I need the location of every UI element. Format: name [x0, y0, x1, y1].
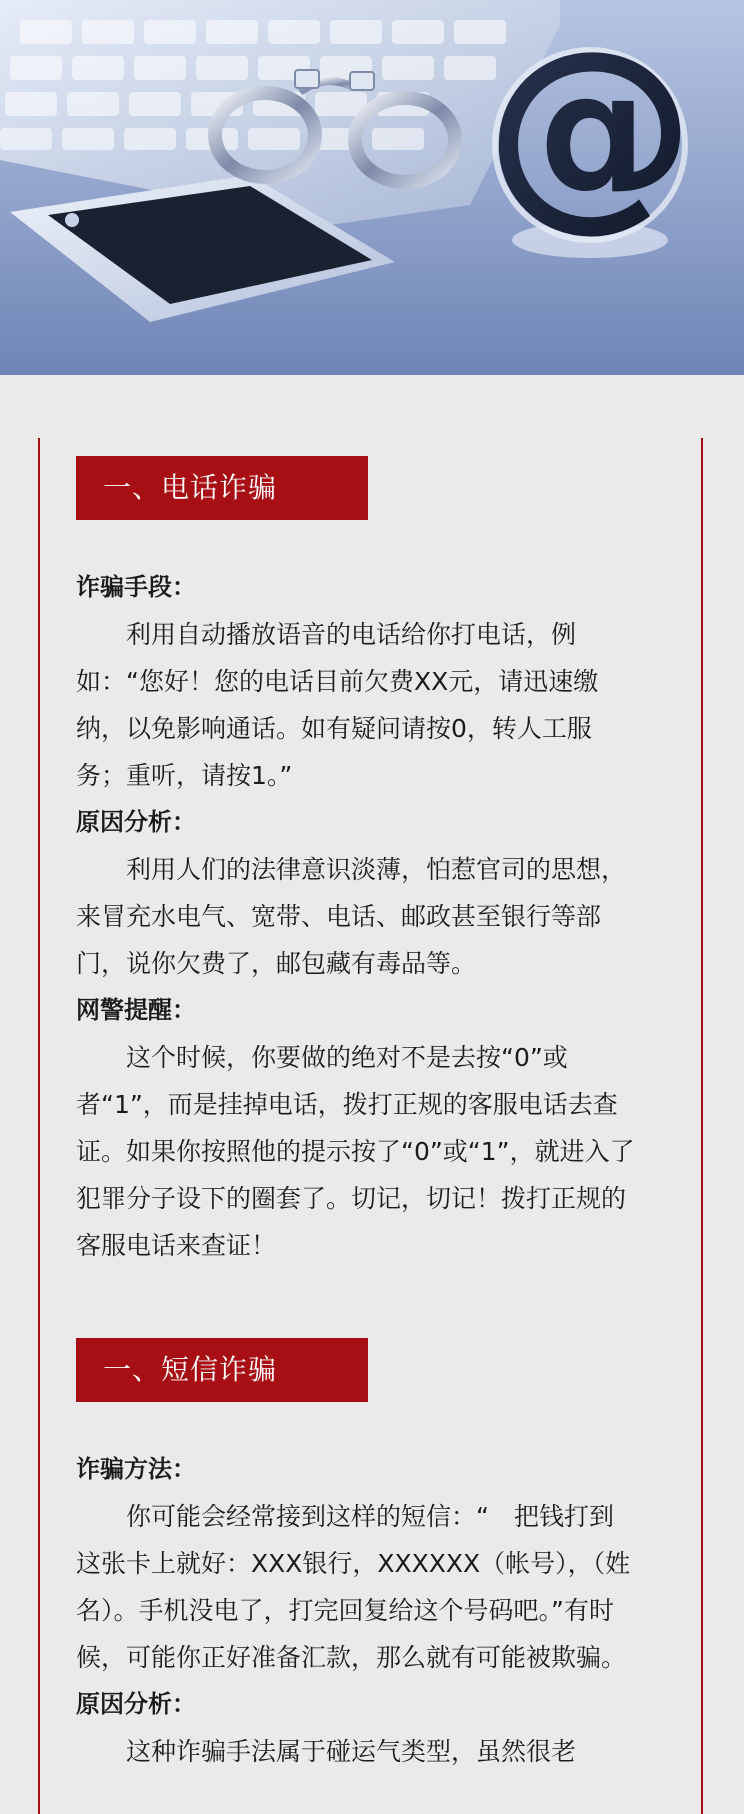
section-title: 一、电话诈骗	[76, 456, 368, 520]
subheading-police-tip: 网警提醒：	[76, 996, 196, 1024]
frame-border-left	[38, 438, 40, 1814]
subheading-method: 诈骗手段：	[76, 573, 196, 601]
hero-illustration	[0, 0, 744, 375]
subheading-analysis: 原因分析：	[76, 1690, 196, 1718]
at-sign-icon	[485, 5, 695, 258]
article-body	[0, 375, 744, 1814]
hero-banner	[0, 0, 744, 375]
paragraph-analysis: 利用人们的法律意识淡薄，怕惹官司的思想，来冒充水电气、宽带、电话、邮政甚至银行等部门，说你欠费了，邮包藏有毒品等。	[76, 855, 627, 978]
section-title: 一、短信诈骗	[76, 1338, 368, 1402]
paragraph-analysis: 这种诈骗手法属于碰运气类型，虽然很老	[126, 1737, 577, 1766]
section-sms-scam	[76, 1338, 636, 1775]
subheading-analysis: 原因分析：	[76, 808, 196, 836]
section-phone-scam	[76, 456, 636, 1269]
frame-border-right	[701, 438, 703, 1814]
svg-text:@: @	[485, 5, 695, 250]
paragraph-method: 你可能会经常接到这样的短信：“ 把钱打到这张卡上就好：XXX银行，XXXXXX（帐号），（姓名）。手机没电了，打完回复给这个号码吧。”有时候，可能你正好准备汇款，那么就有可能被欺骗。	[76, 1502, 631, 1672]
paragraph-police-tip: 这个时候，你要做的绝对不是去按“0”或者“1”，而是挂掉电话，拨打正规的客服电话去查证。如果你按照他的提示按了“0”或“1”，就进入了犯罪分子设下的圈套了。切记，切记！拨打正规的客服电话来查证！	[76, 1043, 635, 1260]
subheading-method: 诈骗方法：	[76, 1455, 196, 1483]
paragraph-method: 利用自动播放语音的电话给你打电话，例如：“您好！您的电话目前欠费XX元，请迅速缴纳，以免影响通话。如有疑问请按0，转人工服务；重听，请按1。”	[76, 620, 599, 790]
